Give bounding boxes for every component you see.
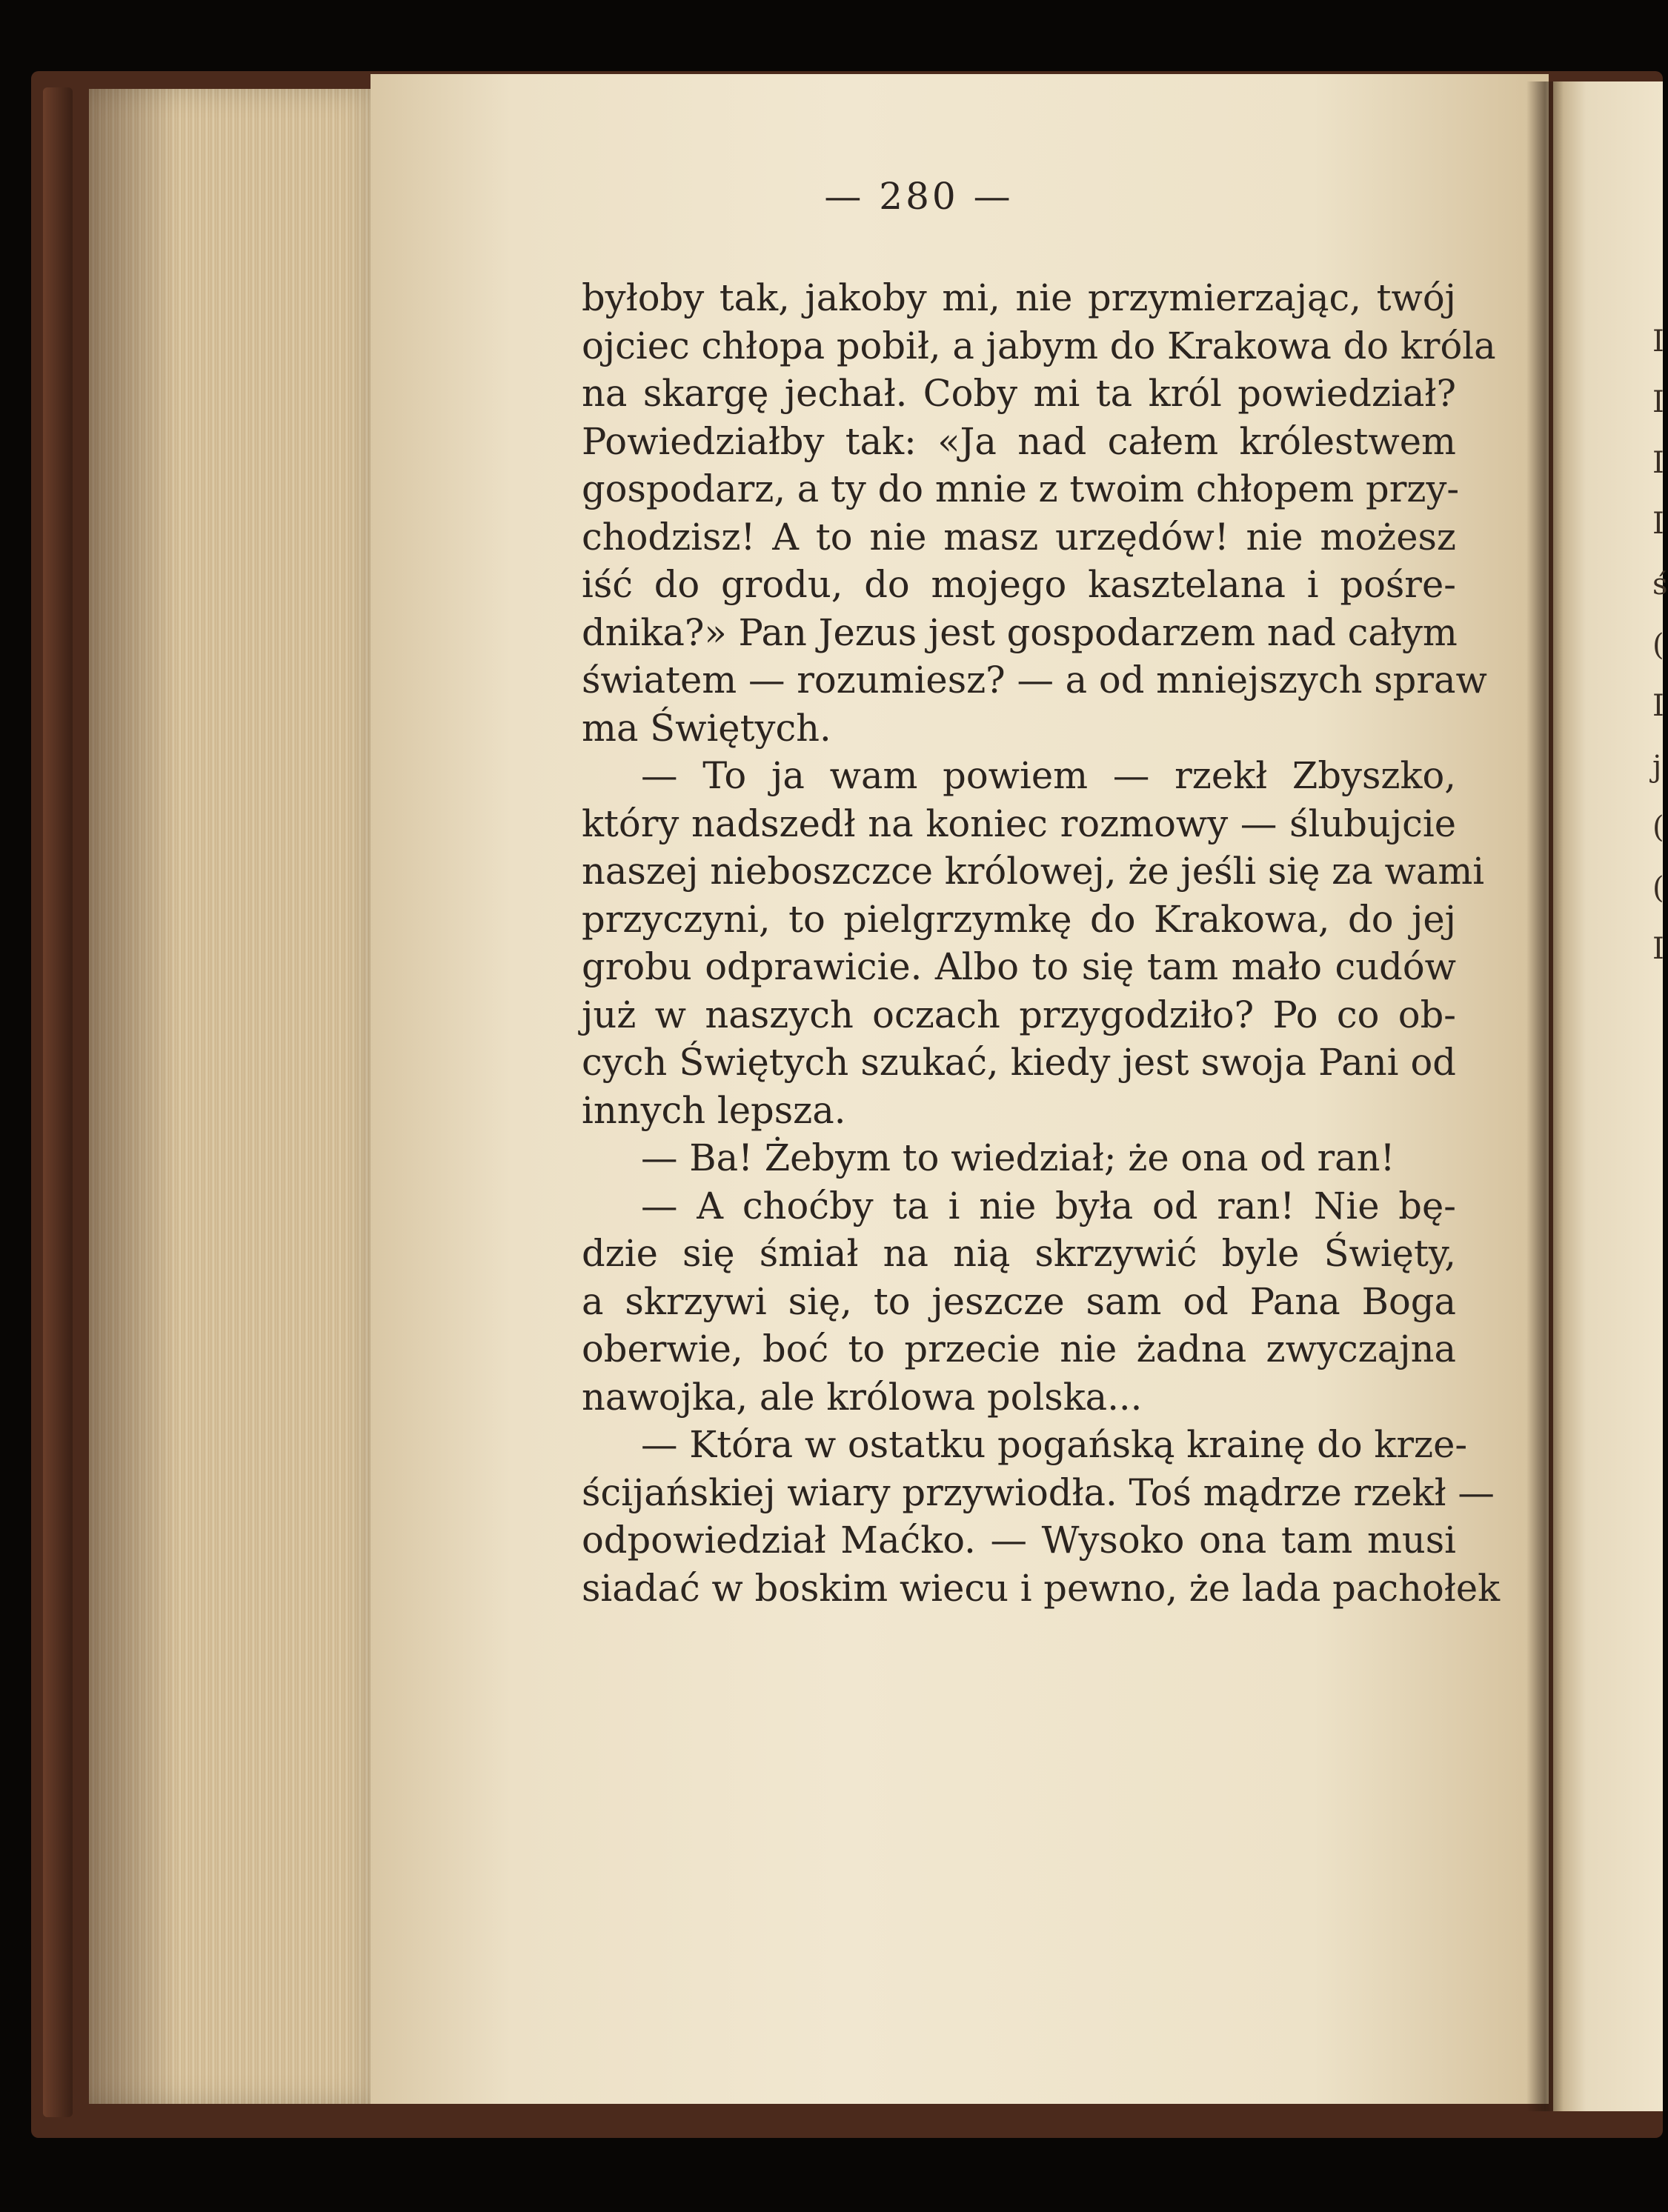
text-line: na skargę jechał. Coby mi ta król powiedział? [582, 372, 1456, 415]
text-line: — A choćby ta i nie była od ran! Nie bę- [641, 1184, 1456, 1227]
facing-page-char: ś [1652, 567, 1668, 602]
right-page [1553, 81, 1668, 2111]
page-body-text [582, 274, 1501, 1612]
text-line: ojciec chłopa pobił, a jabym do Krakowa do króla [582, 324, 1496, 367]
text-line: odpowiedział Maćko. — Wysoko ona tam musi [582, 1519, 1456, 1562]
text-line: iść do grodu, do mojego kasztelana i pośre- [582, 563, 1456, 606]
facing-page-char: I [1652, 507, 1664, 541]
facing-page-fragments [1652, 311, 1668, 1126]
facing-page-char: j [1652, 750, 1662, 784]
text-line: a skrzywi się, to jeszcze sam od Pana Boga [582, 1279, 1456, 1323]
text-line: siadać w boskim wiecu i pewno, że lada pachołek [582, 1566, 1501, 1610]
text-line: naszej nieboszczce królowej, że jeśli się za wami [582, 850, 1485, 893]
text-line: chodzisz! A to nie masz urzędów! nie możesz [582, 515, 1456, 559]
text-line: który nadszedł na koniec rozmowy — ślubujcie [582, 802, 1456, 845]
facing-page-char: I [1652, 689, 1664, 723]
text-line: Powiedziałby tak: «Ja nad całem królestwem [582, 419, 1456, 463]
text-line: światem — rozumiesz? — a od mniejszych spraw [582, 659, 1487, 702]
text-line: cych Świętych szukać, kiedy jest swoja Pani od [582, 1041, 1456, 1084]
facing-page-char: I [1652, 446, 1664, 480]
text-line: ścijańskiej wiary przywiodła. Toś mądrze rzekł — [582, 1470, 1495, 1514]
text-line: — Która w ostatku pogańską krainę do krze- [641, 1423, 1468, 1466]
text-line: — Ba! Żebym to wiedział; że ona od ran! [641, 1136, 1395, 1179]
facing-page-char: I [1652, 385, 1664, 419]
page-number: — 280 — [824, 175, 1014, 218]
text-line: dzie się śmiał na nią skrzywić byle Święty, [582, 1232, 1456, 1275]
text-line: oberwie, boć to przecie nie żadna zwyczajna [582, 1327, 1456, 1370]
text-line: nawojka, ale królowa polska... [582, 1375, 1143, 1419]
facing-page-char: ( [1652, 871, 1664, 905]
text-line: już w naszych oczach przygodziło? Po co ob- [582, 993, 1456, 1036]
text-line: przyczyni, to pielgrzymkę do Krakowa, do jej [582, 897, 1456, 941]
text-line: byłoby tak, jakoby mi, nie przymierzając, twój [582, 276, 1456, 319]
text-line: ma Świętych. [582, 706, 831, 750]
text-line: innych lepsza. [582, 1088, 846, 1132]
facing-page-char: ( [1652, 810, 1664, 845]
text-line: gospodarz, a ty do mnie z twoim chłopem przy- [582, 467, 1460, 510]
facing-page-char: I [1652, 932, 1664, 966]
book-spine-edge [43, 87, 73, 2117]
text-line: grobu odprawicie. Albo to się tam mało cudów [582, 945, 1456, 988]
facing-page-char: I [1652, 324, 1664, 359]
text-line: — To ja wam powiem — rzekł Zbyszko, [641, 754, 1456, 797]
book-gutter [1526, 81, 1564, 2111]
text-line: dnika?» Pan Jezus jest gospodarzem nad całym [582, 610, 1458, 654]
page-edges-shadow [89, 89, 178, 2104]
facing-page-char: ( [1652, 628, 1664, 662]
